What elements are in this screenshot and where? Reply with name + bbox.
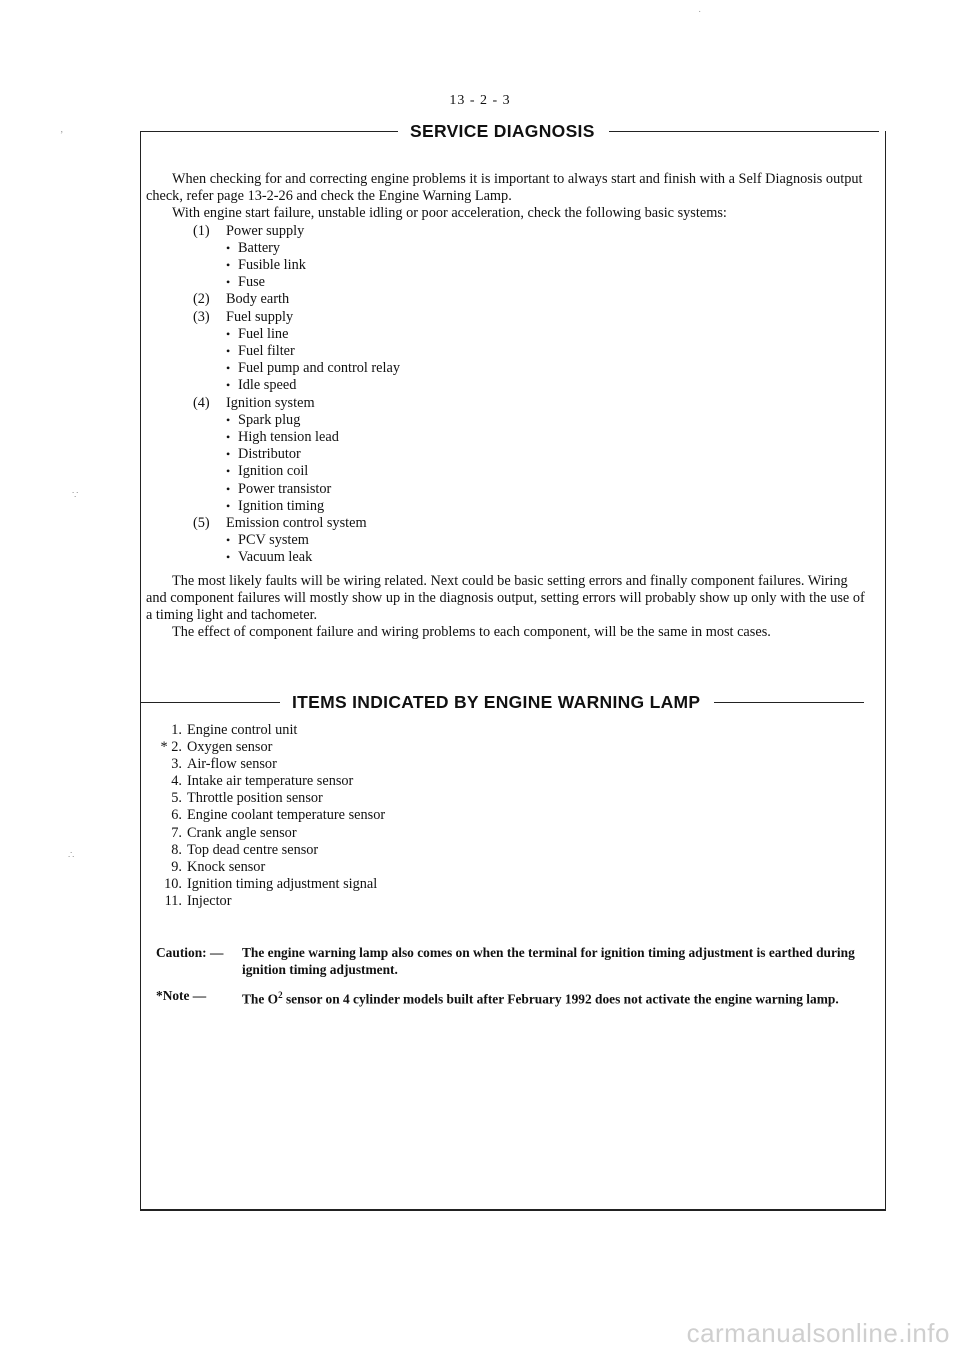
heading-rule-left xyxy=(290,131,398,132)
system-subitem xyxy=(146,343,870,360)
service-diagnosis-heading: SERVICE DIAGNOSIS xyxy=(410,121,595,141)
list-item xyxy=(152,859,385,876)
note-block xyxy=(156,987,882,1007)
system-subitem-label: PCV system xyxy=(238,532,309,549)
list-item-number: * 2. xyxy=(160,739,182,756)
list-item-label: Injector xyxy=(187,892,232,909)
system-label: Emission control system xyxy=(226,515,367,532)
list-item xyxy=(152,876,385,893)
list-item-label: Ignition timing adjustment signal xyxy=(187,875,378,892)
list-item-number: 7. xyxy=(171,824,182,841)
closing-paragraph-2: The effect of component failure and wiring problems to each component, will be the same in most cases. xyxy=(172,624,771,641)
system-subitem xyxy=(146,257,870,274)
list-item-number: 5. xyxy=(171,790,182,807)
system-subitem-label: Idle speed xyxy=(238,377,297,394)
system-item xyxy=(146,515,870,532)
system-subitem xyxy=(146,412,870,429)
system-subitem-label: Fuse xyxy=(238,274,266,291)
systems-intro: With engine start failure, unstable idling or poor acceleration, check the following basic systems: xyxy=(172,205,727,222)
list-item-number: 3. xyxy=(171,756,182,773)
note-text xyxy=(242,987,882,1007)
system-subitem xyxy=(146,429,870,446)
system-subitem-label: Spark plug xyxy=(238,411,301,428)
list-item-label: Engine control unit xyxy=(187,722,298,738)
system-subitem xyxy=(146,360,870,377)
warning-lamp-items xyxy=(152,722,385,910)
list-item xyxy=(152,756,385,773)
system-subitem xyxy=(146,326,870,343)
note-superscript: 2 xyxy=(278,990,283,1000)
caution-label: Caution: — xyxy=(156,945,224,960)
system-subitem-label: Vacuum leak xyxy=(238,549,313,566)
system-subitem xyxy=(146,377,870,394)
system-subitem-label: Ignition coil xyxy=(238,463,309,480)
scan-speck: ∴ xyxy=(68,850,75,861)
warning-lamp-heading-row xyxy=(0,692,960,713)
system-number: (2) xyxy=(193,291,210,308)
list-item xyxy=(152,790,385,807)
list-item xyxy=(152,722,385,739)
system-item xyxy=(146,223,870,240)
list-item xyxy=(152,807,385,824)
system-number: (3) xyxy=(193,308,210,325)
caution-text: The engine warning lamp also comes on when the terminal for ignition timing adjustment is earthed during ignition timing adjustment. xyxy=(242,945,855,977)
heading-rule-right xyxy=(609,131,879,132)
system-subitem-label: Distributor xyxy=(238,446,301,463)
system-subitem xyxy=(146,549,870,566)
system-subitem xyxy=(146,498,870,515)
system-number: (4) xyxy=(193,394,210,411)
system-label: Power supply xyxy=(226,222,305,239)
system-number: (5) xyxy=(193,515,210,532)
system-subitem xyxy=(146,240,870,257)
list-item-number: 4. xyxy=(171,773,182,790)
system-subitem-label: Power transistor xyxy=(238,480,332,497)
note-label: *Note — xyxy=(156,988,207,1003)
scan-speck: ʼ xyxy=(60,130,64,141)
list-item-label: Air-flow sensor xyxy=(187,756,277,773)
system-item xyxy=(146,291,870,308)
intro-paragraph: When checking for and correcting engine problems it is important to always start and finish with a Self Diagnosis output check, refer page 13-2-26 and check the Engine Warning Lamp. xyxy=(146,171,863,205)
system-number: (1) xyxy=(193,222,210,239)
list-item-number: 10. xyxy=(164,875,182,892)
list-item-number: 6. xyxy=(171,807,182,824)
system-subitem-label: High tension lead xyxy=(238,429,339,446)
system-subitem xyxy=(146,274,870,291)
list-item-label: Throttle position sensor xyxy=(187,790,323,807)
system-subitem xyxy=(146,532,870,549)
list-item-number: 9. xyxy=(171,858,182,875)
system-subitem xyxy=(146,446,870,463)
list-item-number: 1. xyxy=(171,722,182,738)
list-item-number: 8. xyxy=(171,841,182,858)
list-item-number: 11. xyxy=(164,892,182,909)
list-item-label: Top dead centre sensor xyxy=(187,841,319,858)
service-diagnosis-heading-row xyxy=(0,121,960,142)
system-item xyxy=(146,395,870,412)
system-subitem xyxy=(146,463,870,480)
scan-speck: ∵ xyxy=(72,490,79,501)
system-subitem xyxy=(146,481,870,498)
list-item-label: Crank angle sensor xyxy=(187,824,297,841)
system-subitem-label: Battery xyxy=(238,239,281,256)
service-diagnosis-body xyxy=(146,171,870,641)
list-item xyxy=(152,893,385,910)
note-text-end: sensor on 4 cylinder models built after February 1992 does not activate the engine warning lamp. xyxy=(282,991,839,1007)
closing-paragraph: The most likely faults will be wiring related. Next could be basic setting errors and finally component failures. Wiring and component failures will mostly show up in the diagnosis output, setting errors will probably show up only with the use of a timing light and tachometer. xyxy=(146,572,865,624)
heading-rule-left xyxy=(140,702,280,703)
list-item xyxy=(152,842,385,859)
note-text-start: The O xyxy=(242,991,279,1007)
list-item xyxy=(152,773,385,790)
heading-rule-right xyxy=(714,702,864,703)
list-item-label: Knock sensor xyxy=(187,858,266,875)
system-item xyxy=(146,309,870,326)
system-label: Body earth xyxy=(226,291,290,308)
caution-block xyxy=(156,944,882,978)
system-subitem-label: Ignition timing xyxy=(238,497,325,514)
watermark: carmanualsonline.info xyxy=(686,1318,950,1348)
warning-lamp-heading: ITEMS INDICATED BY ENGINE WARNING LAMP xyxy=(292,692,701,712)
list-item-label: Engine coolant temperature sensor xyxy=(187,807,386,824)
list-item xyxy=(152,739,385,756)
system-subitem-label: Fusible link xyxy=(238,257,306,274)
list-item-label: Intake air temperature sensor xyxy=(187,773,354,790)
list-item-label: Oxygen sensor xyxy=(187,739,273,756)
system-subitem-label: Fuel pump and control relay xyxy=(238,360,400,377)
system-label: Fuel supply xyxy=(226,308,294,325)
page-number: 13 - 2 - 3 xyxy=(449,93,511,108)
scan-speck: ˙ xyxy=(698,10,702,21)
system-subitem-label: Fuel line xyxy=(238,325,289,342)
system-subitem-label: Fuel filter xyxy=(238,343,295,360)
list-item xyxy=(152,825,385,842)
systems-list xyxy=(146,223,870,567)
system-label: Ignition system xyxy=(226,394,315,411)
